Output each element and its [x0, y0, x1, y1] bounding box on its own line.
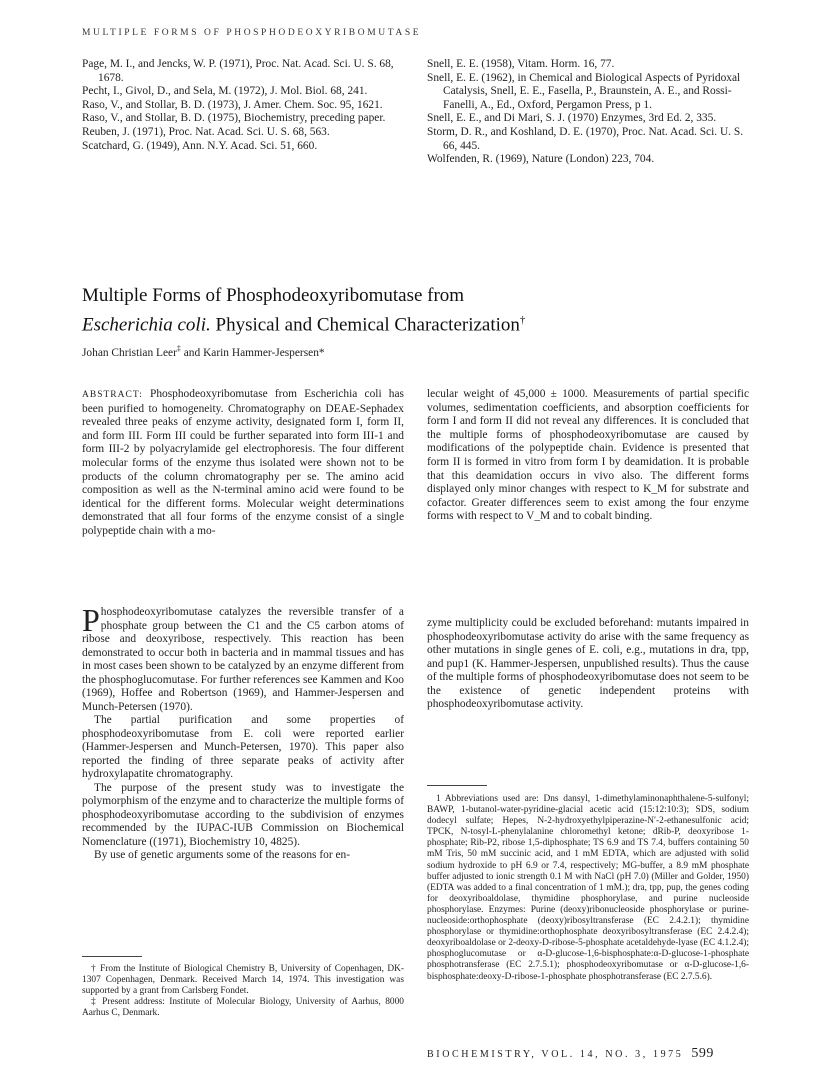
footnote-text: ‡ Present address: Institute of Molecular Biology, University of Aarhus, 8000 Aarhus C, Denmark.: [82, 997, 404, 1019]
article-title: [82, 284, 762, 337]
author-footnote-mark: ‡: [176, 344, 181, 353]
reference-item: Page, M. I., and Jencks, W. P. (1971), Proc. Nat. Acad. Sci. U. S. 68, 1678.: [82, 58, 394, 84]
body-paragraph: By use of genetic arguments some of the reasons for en-: [94, 849, 351, 861]
page-number: 599: [691, 1046, 714, 1061]
footnote-text: 1 Abbreviations used are: Dns dansyl, 1-dimethylaminonaphthalene-5-sulfonyl; BAWP, 1-butanol-water-pyridine-glacial acetic acid (15:12:10:3); SDS, sodium dodecyl sulfate; Hepes, N-2-hydroxyethylpiperazine-N′-2-ethanesulfonic acid; TPCK, N-tosyl-L-phenylalanine chloromethyl ketone; dRib-P, deoxyribose 1-phosphate; Rib-P2, ribose 1,5-diphosphate; TS 6.9 and TS 7.4, buffers containing 50 mM Tris, 50 mM succinic acid, and 1 mM EDTA, which are adjusted with solid sodium hydroxide to pH 6.9 or 7.4, respectively; MG-buffer, a 8.9 mM phosphate buffer adjusted to ionic strength 0.1 M with NaCl (pH 7.0) (Miller and Golder, 1950) (EDTA was added to a final concentration of 1 mM.); dra, tpp, pup, the genes coding for deoxyriboaldolase, thymidine phosphorylase, and purine nucleoside phosphorylase. Enzymes: Purine (deoxy)ribonucleoside phosphorylase or purine-nucleoside:orthophosphate (deoxy)ribosyltransferase (EC 2.4.2.1); thymidine phosphorylase or thymidine:orthophosphate deoxyribosyltransferase (EC 2.4.2.4); deoxyriboaldolase or 2-deoxy-D-ribose-5-phosphate acetaldehyde-lyase (EC 4.1.2.4); phosphoglucomutase or α-D-glucose-1,6-bisphosphate:α-D-glucose-1-phosphate phosphotransferase (EC 2.7.5.1); phosphodeoxyribomutase or α-D-glucose-1,6-bisphosphate:deoxy-D-ribose-1-phosphate phosphotransferase (EC 2.7.5.6).: [427, 794, 749, 982]
references-right: [427, 58, 749, 167]
reference-item: Pecht, I., Givol, D., and Sela, M. (1972), J. Mol. Biol. 68, 241.: [82, 85, 368, 98]
abstract-left: [82, 388, 404, 539]
reference-item: Raso, V., and Stollar, B. D. (1975), Biochemistry, preceding paper.: [82, 112, 386, 125]
reference-item: Raso, V., and Stollar, B. D. (1973), J. Amer. Chem. Soc. 95, 1621.: [82, 98, 383, 111]
references-left: [82, 58, 400, 153]
body-paragraph: [82, 602, 404, 714]
body-paragraph: zyme multiplicity could be excluded beforehand: mutants impaired in phosphodeoxyribomutase activity do arise with the same frequency as other mutations in single genes of E. coli, e.g., mutations in dra, tpp, and pup1 (K. Hammer-Jespersen, unpublished results). Thus the cause of the multiple forms of phosphodeoxyribomutase does not seem to be the existence of genetic independent proteins with phosphodeoxyribomutase activity.: [427, 617, 749, 710]
title-rest: Physical and Chemical Characterization: [210, 314, 520, 336]
running-head: MULTIPLE FORMS OF PHOSPHODEOXYRIBOMUTASE: [82, 28, 422, 38]
footnote-rule: [82, 956, 142, 957]
title-footnote-mark: †: [519, 314, 526, 326]
reference-item: Scatchard, G. (1949), Ann. N.Y. Acad. Sci. 51, 660.: [82, 139, 318, 152]
title-organism: Escherichia coli.: [82, 314, 211, 336]
footnote-text: † From the Institute of Biological Chemistry B, University of Copenhagen, DK-1307 Copenhagen, Denmark. Received March 14, 1974. This investigation was supported by a grant from Carlsberg Fondet.: [82, 964, 404, 997]
footnote-rule: [427, 785, 487, 786]
abstract-text: lecular weight of 45,000 ± 1000. Measurements of partial specific volumes, sedimentation coefficients, and absorption coefficients for form I and form II did not reveal any differences. It is concluded that the multiple forms of phosphodeoxyribomutase are caused by modifications of the polypeptide chain. Evidence is presented that form II is formed in vitro from form I by deamidation. It is probable that this deamidation occurs in vivo also. The different forms displayed only minor changes with respect to K_M for substrate and cofactor. Greater differences seem to exist among the four enzyme forms with respect to V_M and to cobalt binding.: [427, 388, 749, 523]
abstract-text: Phosphodeoxyribomutase from Escherichia coli has been purified to homogeneity. Chromatography on DEAE-Sephadex revealed three peaks of enzyme activity, designated form I, form II, and form III. Form III could be further separated into form III-1 and form III-2 by polyacrylamide gel electrophoresis. The four different molecular forms of the enzyme thus isolated were shown not to be products of the column chromatography per se. The amino acid composition as well as the N-terminal amino acid were found to be identical for the different forms. Molecular weight determinations demonstrated that all four forms of the enzyme consist of a single polypeptide chain with a mo-: [82, 388, 404, 537]
drop-cap: P: [82, 602, 100, 638]
footnotes-left: [82, 964, 404, 1019]
title-line-1: Multiple Forms of Phosphodeoxyribomutase from: [82, 285, 465, 306]
reference-item: Reuben, J. (1971), Proc. Nat. Acad. Sci. U. S. 68, 563.: [82, 125, 330, 138]
title-line-2: [82, 308, 762, 337]
reference-item: Snell, E. E. (1958), Vitam. Horm. 16, 77.: [427, 58, 615, 70]
reference-item: Snell, E. E. (1962), in Chemical and Biological Aspects of Pyridoxal Catalysis, Snell, E. E., Fasella, P., Braunstein, A. E., and Rossi-Fanelli, A., Ed., Oxford, Pergamon Press, p 1.: [427, 71, 741, 111]
author-joiner: and: [180, 346, 204, 359]
reference-item: Wolfenden, R. (1969), Nature (London) 223, 704.: [427, 153, 655, 166]
page-footer: [427, 1046, 714, 1062]
body-paragraph: The partial purification and some properties of phosphodeoxyribomutase from E. coli were reported earlier (Hammer-Jespersen and Munch-Petersen, 1970). This paper also reported the finding of three separate peaks of activity after hydroxylapatite chromatography.: [82, 714, 404, 780]
body-right: [427, 617, 749, 712]
reference-item: Storm, D. R., and Koshland, D. E. (1970), Proc. Nat. Acad. Sci. U. S. 66, 445.: [427, 125, 744, 152]
abstract-right: [427, 388, 749, 524]
authors: [82, 344, 325, 359]
reference-item: Snell, E. E., and Di Mari, S. J. (1970) Enzymes, 3rd Ed. 2, 335.: [427, 112, 717, 125]
author-name: Karin Hammer-Jespersen*: [203, 346, 325, 359]
body-left: [82, 602, 404, 863]
journal-citation: BIOCHEMISTRY, VOL. 14, NO. 3, 1975: [427, 1049, 684, 1060]
author-name: Johan Christian Leer: [82, 346, 177, 359]
body-paragraph-text: hosphodeoxyribomutase catalyzes the reversible transfer of a phosphate group between the C1 and the C5 carbon atoms of ribose and deoxyribose, respectively. This reaction has been demonstrated to occur both in bacteria and in mammal tissues and has in most cases been shown to be catalyzed by an enzyme different from the phosphoglucomutase. For further references see Kammen and Koo (1969), Hoffee and Robertson (1969), and Hammer-Jespersen and Munch-Petersen (1970).: [82, 606, 404, 713]
footnote-abbreviations: [427, 794, 749, 983]
body-paragraph: The purpose of the present study was to investigate the polymorphism of the enzyme and to characterize the multiple forms of phosphodeoxyribomutase according to the subdivision of enzymes recommended by the IUPAC-IUB Commission on Biochemical Nomenclature ((1971), Biochemistry 10, 4825).: [82, 781, 404, 848]
abstract-label: ABSTRACT:: [82, 390, 143, 400]
